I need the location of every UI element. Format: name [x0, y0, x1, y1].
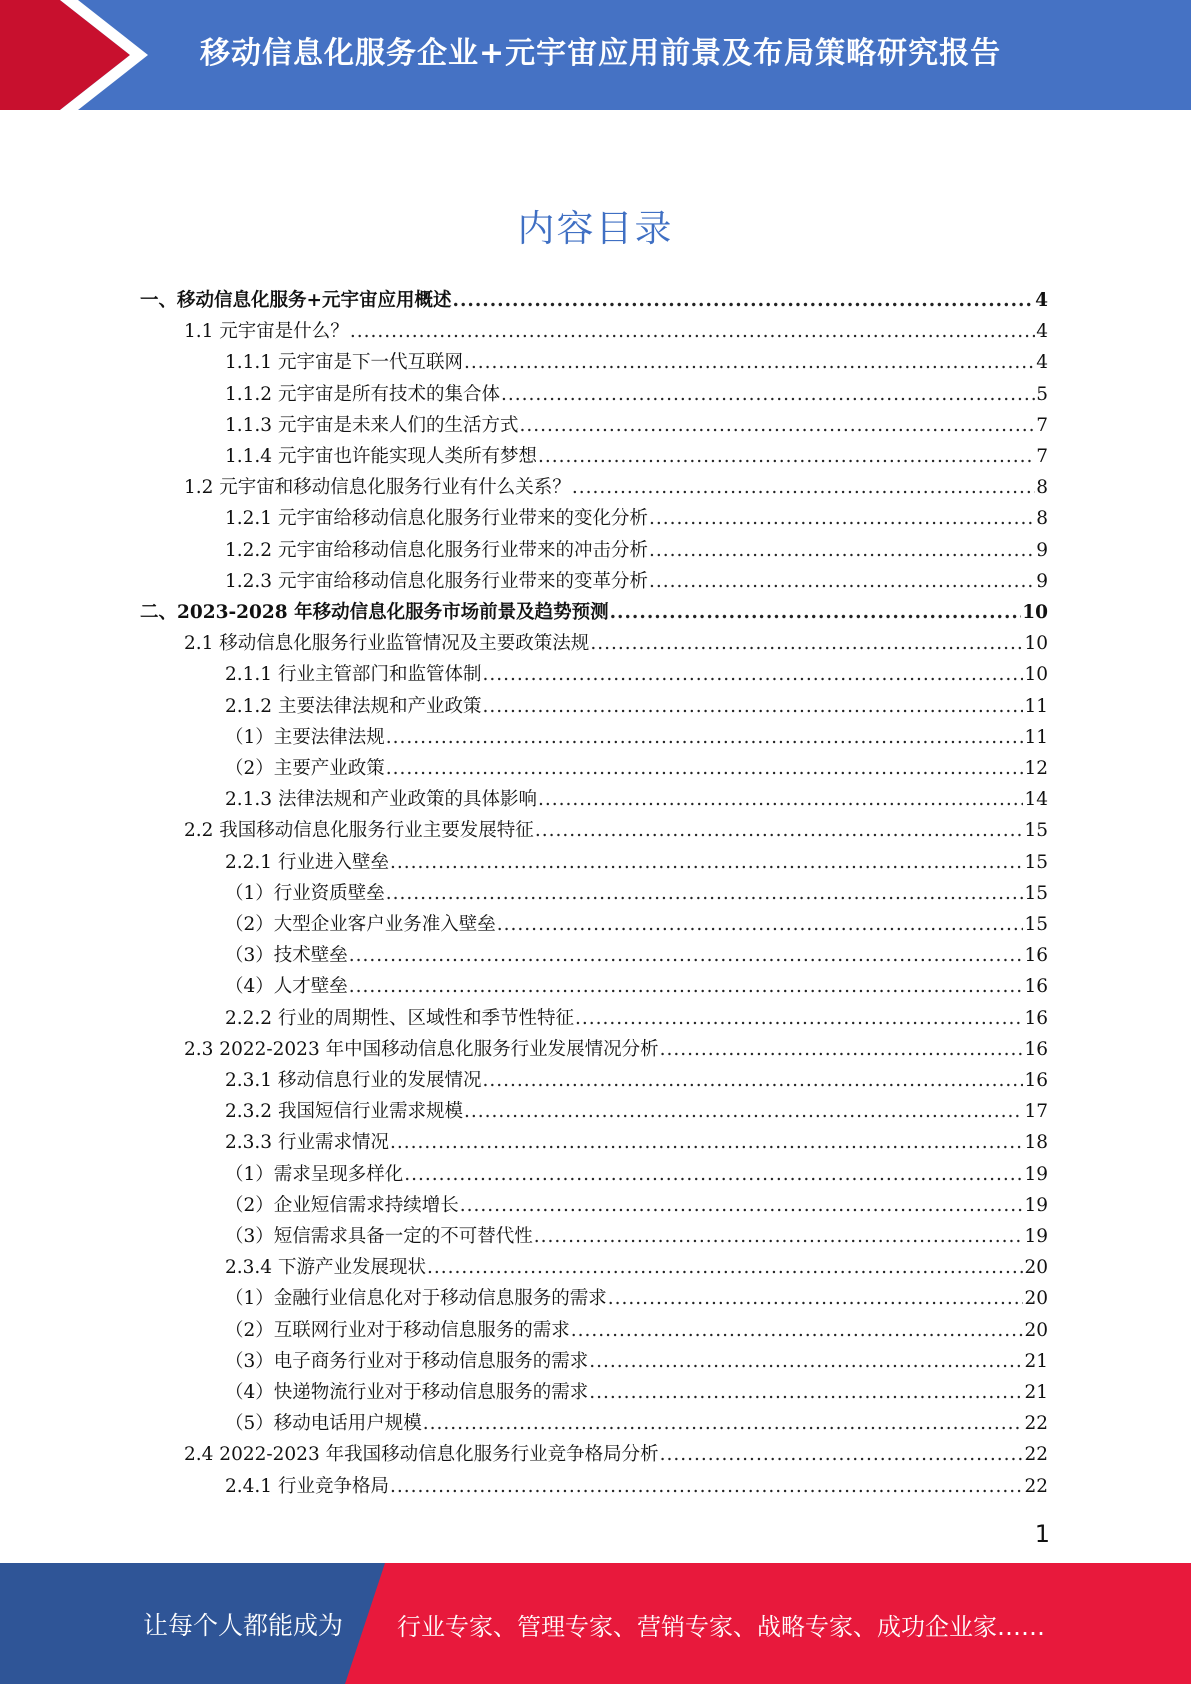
toc-dot-leader [453, 285, 1035, 316]
toc-entry-title: （1）需求呈现多样化 [225, 1163, 404, 1185]
toc-entry-title: （2）主要产业政策 [225, 758, 385, 779]
toc-entry-title: 2.3.3 行业需求情况 [225, 1132, 389, 1154]
toc-dot-leader [610, 597, 1022, 628]
toc-dot-leader [482, 691, 1023, 722]
footer-slogan-left: 让每个人都能成为 [143, 1611, 344, 1640]
toc-entry[interactable] [140, 285, 1048, 316]
toc-entry-page: 4 [1036, 321, 1048, 343]
toc-entry-page: 19 [1024, 1194, 1048, 1216]
toc-entry[interactable] [140, 753, 1048, 784]
toc-entry[interactable] [140, 1190, 1048, 1221]
toc-entry[interactable] [140, 1408, 1048, 1439]
toc-entry[interactable] [140, 878, 1048, 909]
toc-dot-leader [575, 1003, 1023, 1034]
toc-dot-leader [482, 1065, 1023, 1096]
toc-entry-title: 1.1.2 元宇宙是所有技术的集合体 [225, 383, 500, 405]
toc-entry[interactable] [140, 659, 1048, 690]
toc-entry[interactable] [140, 784, 1048, 815]
toc-entry-title: 2.3.2 我国短信行业需求规模 [225, 1101, 463, 1123]
header-banner [0, 0, 1191, 110]
toc-entry-page: 10 [1024, 664, 1048, 686]
toc-entry-title: 2.1.2 主要法律法规和产业政策 [225, 695, 482, 717]
toc-entry-page: 9 [1036, 539, 1048, 561]
toc-entry-page: 11 [1024, 695, 1048, 717]
toc-entry[interactable] [140, 441, 1048, 472]
toc-entry-page: 5 [1036, 383, 1048, 405]
toc-entry-page: 10 [1022, 602, 1048, 623]
toc-entry-page: 15 [1024, 882, 1048, 904]
toc-entry-page: 16 [1024, 1007, 1048, 1029]
toc-entry[interactable] [140, 597, 1048, 628]
toc-entry[interactable] [140, 971, 1048, 1002]
toc-entry-title: 1.2.3 元宇宙给移动信息化服务行业带来的变革分析 [225, 570, 648, 592]
toc-entry[interactable] [140, 316, 1048, 347]
toc-dot-leader [660, 1439, 1024, 1470]
toc-entry-title: （4）人才壁垒 [225, 976, 348, 998]
toc-entry-page: 15 [1024, 914, 1048, 935]
toc-entry[interactable] [140, 847, 1048, 878]
toc-dot-leader [390, 1471, 1023, 1502]
toc-entry-title: 2.1 移动信息化服务行业监管情况及主要政策法规 [184, 633, 590, 655]
toc-entry-page: 15 [1024, 820, 1048, 842]
toc-entry[interactable] [140, 1346, 1048, 1377]
toc-dot-leader [464, 1096, 1023, 1127]
toc-entry-page: 12 [1024, 758, 1048, 779]
toc-entry-title: （3）技术壁垒 [225, 945, 348, 967]
toc-entry-title: 1.1.3 元宇宙是未来人们的生活方式 [225, 414, 519, 436]
toc-entry[interactable] [140, 1127, 1048, 1158]
toc-entry-title: 二、2023-2028 年移动信息化服务市场前景及趋势预测 [140, 602, 609, 623]
toc-entry[interactable] [140, 691, 1048, 722]
toc-dot-leader [649, 503, 1035, 534]
toc-dot-leader [660, 1034, 1024, 1065]
toc-entry-title: （5）移动电话用户规模 [225, 1413, 422, 1435]
toc-entry-title: （4）快递物流行业对于移动信息服务的需求 [225, 1382, 589, 1403]
toc-dot-leader [386, 753, 1024, 784]
toc-entry[interactable] [140, 1377, 1048, 1408]
toc-entry-page: 8 [1036, 508, 1048, 530]
toc-entry[interactable] [140, 1439, 1048, 1470]
toc-entry-page: 16 [1024, 1038, 1048, 1060]
toc-dot-leader [535, 815, 1024, 846]
toc-dot-leader [497, 909, 1024, 940]
toc-entry[interactable] [140, 535, 1048, 566]
toc-dot-leader [572, 472, 1035, 503]
toc-dot-leader [390, 1127, 1023, 1158]
toc-dot-leader [590, 628, 1023, 659]
footer-banner [0, 1563, 1191, 1684]
toc-entry-page: 19 [1024, 1226, 1048, 1247]
toc-dot-leader [423, 1408, 1024, 1439]
toc-entry-title: 2.2.1 行业进入壁垒 [225, 851, 389, 873]
toc-entry-title: 1.2.2 元宇宙给移动信息化服务行业带来的冲击分析 [225, 539, 648, 561]
toc-entry-page: 9 [1036, 570, 1048, 592]
toc-entry[interactable] [140, 503, 1048, 534]
toc-dot-leader [649, 566, 1035, 597]
toc-entry[interactable] [140, 1283, 1048, 1314]
toc-entry[interactable] [140, 722, 1048, 753]
toc-entry-page: 18 [1024, 1132, 1048, 1154]
toc-entry[interactable] [140, 472, 1048, 503]
toc-entry[interactable] [140, 1096, 1048, 1127]
toc-entry-title: 2.2.2 行业的周期性、区域性和季节性特征 [225, 1007, 574, 1029]
toc-entry-page: 20 [1024, 1257, 1048, 1279]
toc-entry[interactable] [140, 1252, 1048, 1283]
toc-entry-page: 11 [1024, 726, 1048, 748]
toc-entry-title: 2.4.1 行业竞争格局 [225, 1475, 389, 1497]
toc-entry-page: 19 [1024, 1163, 1048, 1185]
toc-dot-leader [608, 1283, 1024, 1314]
toc-entry-page: 7 [1036, 446, 1048, 467]
footer-slogan-right: 行业专家、管理专家、营销专家、战略专家、成功企业家…… [397, 1613, 1045, 1641]
toc-entry-page: 14 [1024, 789, 1048, 811]
toc-entry[interactable] [140, 909, 1048, 940]
toc-entry-page: 17 [1024, 1101, 1048, 1123]
toc-entry-page: 20 [1024, 1319, 1048, 1341]
toc-entry-page: 21 [1024, 1382, 1048, 1403]
toc-entry[interactable] [140, 1034, 1048, 1065]
toc-dot-leader [589, 1346, 1023, 1377]
toc-entry[interactable] [140, 1159, 1048, 1190]
toc-entry-page: 16 [1024, 1070, 1048, 1091]
toc-entry-page: 21 [1024, 1350, 1048, 1372]
toc-entry-page: 4 [1036, 352, 1048, 374]
toc-entry-title: （3）短信需求具备一定的不可替代性 [225, 1226, 533, 1247]
report-title: 移动信息化服务企业+元宇宙应用前景及布局策略研究报告 [200, 36, 1002, 71]
toc-entry-page: 22 [1024, 1475, 1048, 1497]
toc-entry-title: 1.1.1 元宇宙是下一代互联网 [225, 352, 463, 374]
toc-entry[interactable] [140, 628, 1048, 659]
toc-dot-leader [538, 441, 1035, 472]
toc-entry[interactable] [140, 1315, 1048, 1346]
toc-entry-title: 2.3.4 下游产业发展现状 [225, 1257, 426, 1279]
toc-entry[interactable] [140, 410, 1048, 441]
toc-dot-leader [589, 1377, 1023, 1408]
toc-entry-page: 22 [1024, 1444, 1048, 1466]
toc-dot-leader [349, 971, 1024, 1002]
toc-entry-title: 2.1.3 法律法规和产业政策的具体影响 [225, 789, 537, 811]
toc-entry-page: 10 [1024, 633, 1048, 655]
toc-dot-leader [386, 722, 1024, 753]
toc-dot-leader [390, 847, 1023, 878]
toc-entry-title: 1.1 元宇宙是什么？ [184, 321, 349, 343]
toc-entry-page: 22 [1024, 1413, 1048, 1435]
toc-heading: 内容目录 [517, 207, 674, 250]
toc-entry-page: 15 [1024, 851, 1048, 873]
toc-entry-title: 2.1.1 行业主管部门和监管体制 [225, 664, 482, 686]
toc-entry[interactable] [140, 940, 1048, 971]
toc-entry[interactable] [140, 347, 1048, 378]
toc-entry[interactable] [140, 1003, 1048, 1034]
toc-entry-title: （3）电子商务行业对于移动信息服务的需求 [225, 1350, 589, 1372]
toc-dot-leader [501, 379, 1035, 410]
toc-dot-leader [538, 784, 1023, 815]
toc-entry-title: 1.2 元宇宙和移动信息化服务行业有什么关系？ [184, 477, 571, 499]
toc-entry[interactable] [140, 1065, 1048, 1096]
toc-dot-leader [534, 1221, 1024, 1252]
toc-entry[interactable] [140, 815, 1048, 846]
toc-entry-page: 16 [1024, 976, 1048, 998]
toc-dot-leader [386, 878, 1024, 909]
toc-entry-page: 7 [1036, 414, 1048, 436]
toc-dot-leader [571, 1315, 1024, 1346]
toc-entry[interactable] [140, 566, 1048, 597]
toc-entry-title: 2.3 2022-2023 年中国移动信息化服务行业发展情况分析 [184, 1038, 659, 1060]
toc-entry-title: （1）金融行业信息化对于移动信息服务的需求 [225, 1288, 607, 1310]
toc-entry-title: 1.1.4 元宇宙也许能实现人类所有梦想 [225, 446, 537, 467]
toc-entry-page: 4 [1035, 290, 1048, 311]
toc-dot-leader [464, 347, 1035, 378]
toc-dot-leader [649, 535, 1035, 566]
toc-dot-leader [460, 1190, 1024, 1221]
toc-entry[interactable] [140, 1471, 1048, 1502]
toc-entry-title: （2）企业短信需求持续增长 [225, 1194, 459, 1216]
toc-entry-title: （1）主要法律法规 [225, 726, 385, 748]
toc-dot-leader [519, 410, 1035, 441]
toc-dot-leader [349, 940, 1024, 971]
toc-entry-title: （2）大型企业客户业务准入壁垒 [225, 914, 496, 935]
toc-entry-title: （2）互联网行业对于移动信息服务的需求 [225, 1319, 570, 1341]
toc-dot-leader [427, 1252, 1023, 1283]
toc-entry-title: 2.3.1 移动信息行业的发展情况 [225, 1070, 482, 1091]
toc-dot-leader [350, 316, 1035, 347]
toc-dot-leader [482, 659, 1023, 690]
header-arrow-decoration [0, 0, 160, 110]
toc-entry[interactable] [140, 379, 1048, 410]
toc-entry-page: 8 [1036, 477, 1048, 499]
toc-entry-title: 1.2.1 元宇宙给移动信息化服务行业带来的变化分析 [225, 508, 648, 530]
toc-entry-page: 16 [1024, 945, 1048, 967]
toc-entry-title: 2.4 2022-2023 年我国移动信息化服务行业竞争格局分析 [184, 1444, 659, 1466]
toc-entry-page: 20 [1024, 1288, 1048, 1310]
page-number: 1 [1034, 1520, 1050, 1548]
toc-entry[interactable] [140, 1221, 1048, 1252]
toc-entry-title: 一、移动信息化服务+元宇宙应用概述 [140, 290, 452, 311]
toc-entry-title: 2.2 我国移动信息化服务行业主要发展特征 [184, 820, 534, 842]
toc-entry-title: （1）行业资质壁垒 [225, 882, 385, 904]
toc-dot-leader [404, 1159, 1023, 1190]
